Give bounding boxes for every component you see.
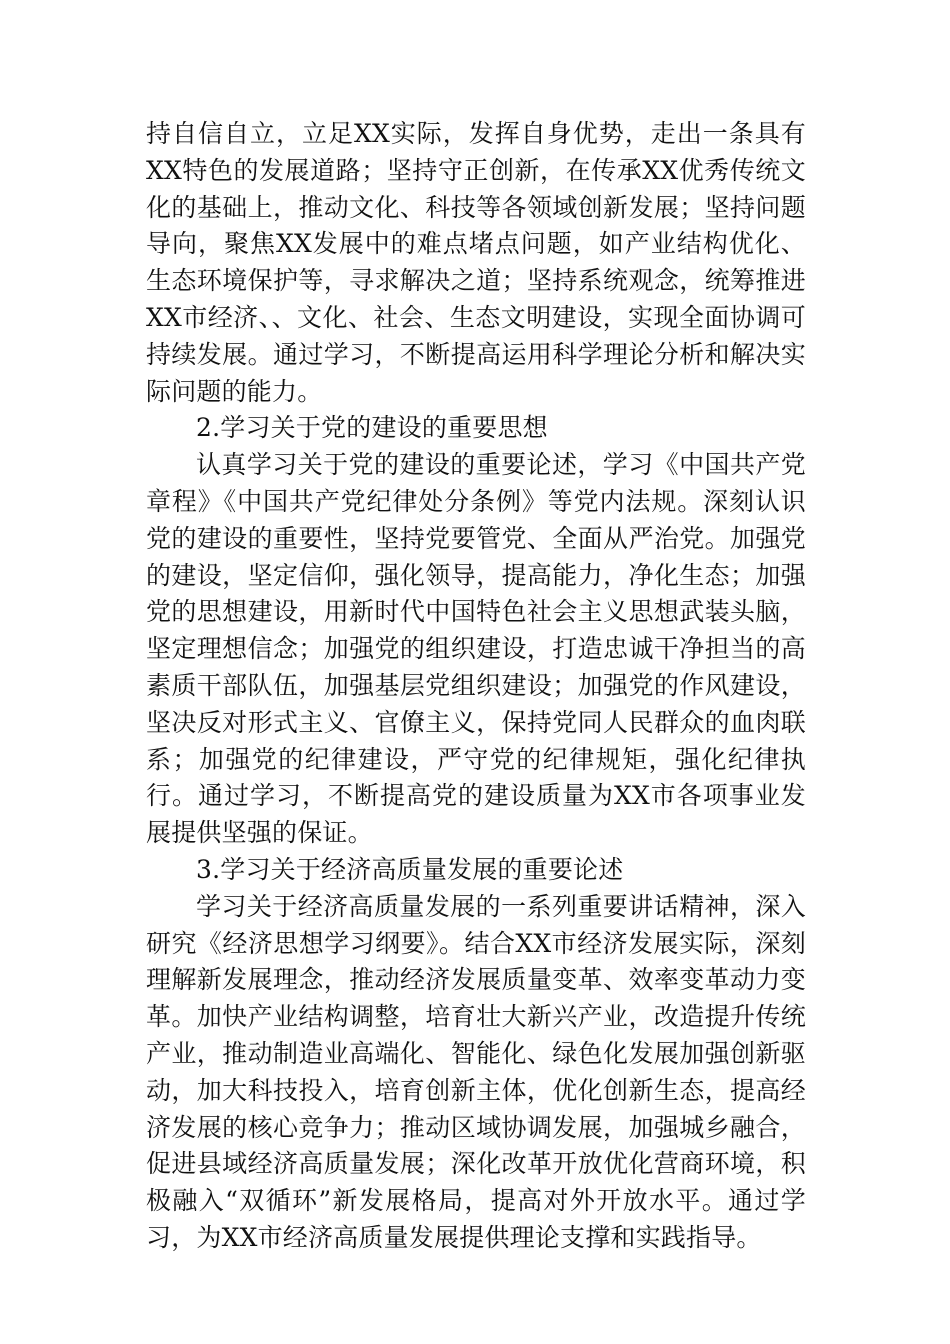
paragraph-continuation: 持自信自立，立足XX实际，发挥自身优势，走出一条具有XX特色的发展道路；坚持守正创新，在传承XX优秀传统文化的基础上，推动文化、科技等各领域创新发展；坚持问题导向，聚焦XX发展中的难点堵点问题，如产业结构优化、生态环境保护等，寻求解决之道；坚持系统观念，统筹推进XX市经济、、文化、社会、生态文明建设，实现全面协调可持续发展。通过学习，不断提高运用科学理论分析和解决实际问题的能力。 <box>146 119 806 406</box>
section-heading-2: 2.学习关于党的建设的重要思想 <box>196 413 548 443</box>
section-heading-3: 3.学习关于经济高质量发展的重要论述 <box>196 854 624 884</box>
paragraph-party-building: 认真学习关于党的建设的重要论述，学习《中国共产党章程》《中国共产党纪律处分条例》等党内法规。深刻认识党的建设的重要性，坚持党要管党、全面从严治党。加强党的建设，坚定信仰，强化领导，提高能力，净化生态；加强党的思想建设，用新时代中国特色社会主义思想武装头脑，坚定理想信念；加强党的组织建设，打造忠诚干净担当的高素质干部队伍，加强基层党组织建设；加强党的作风建设，坚决反对形式主义、官僚主义，保持党同人民群众的血肉联系；加强党的纪律建设，严守党的纪律规矩，强化纪律执行。通过学习，不断提高党的建设质量为XX市各项事业发展提供坚强的保证。 <box>146 450 806 848</box>
paragraph-economic-development: 学习关于经济高质量发展的一系列重要讲话精神，深入研究《经济思想学习纲要》。结合XX市经济发展实际，深刻理解新发展理念，推动经济发展质量变革、效率变革动力变革。加快产业结构调整，培育壮大新兴产业，改造提升传统产业，推动制造业高端化、智能化、绿色化发展加强创新驱动，加大科技投入，培育创新主体，优化创新生态，提高经济发展的核心竞争力；推动区域协调发展，加强城乡融合，促进县域经济高质量发展；深化改革开放优化营商环境，积极融入“双循环”新发展格局，提高对外开放水平。通过学习，为XX市经济高质量发展提供理论支撑和实践指导。 <box>146 891 806 1252</box>
document-body <box>146 116 806 1257</box>
